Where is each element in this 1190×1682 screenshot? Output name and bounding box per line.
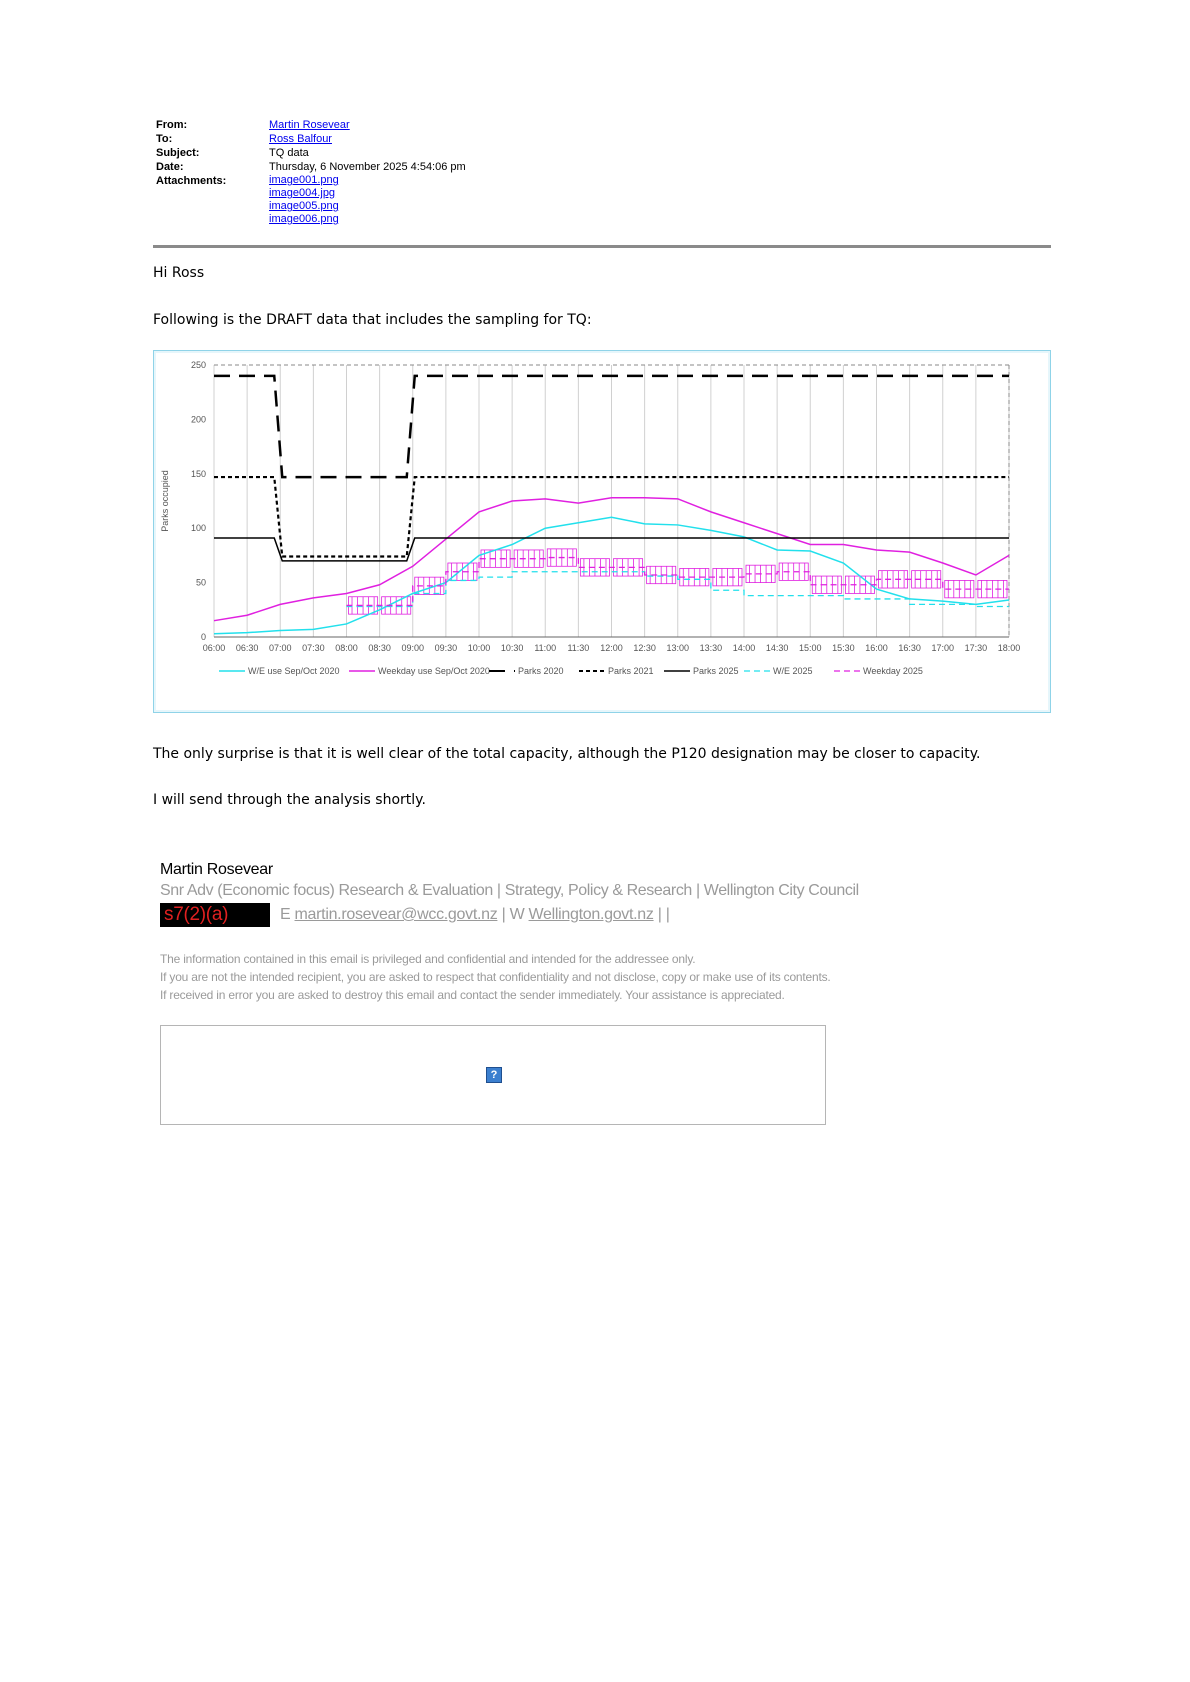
x-tick-label: 09:30 [434, 643, 458, 653]
x-tick-label: 11:00 [534, 643, 557, 653]
x-tick-label: 08:00 [335, 643, 358, 653]
x-tick-label: 15:00 [798, 643, 822, 653]
signature-contact [160, 903, 670, 927]
header-divider [153, 245, 1051, 248]
email-prefix: E [280, 906, 291, 923]
disclaimer-line: The information contained in this email is privileged and confidential and intended for the addressee only. [160, 952, 696, 966]
analysis-paragraph: I will send through the analysis shortly. [153, 792, 426, 808]
trailing-separators: | | [657, 906, 670, 923]
intro-paragraph: Following is the DRAFT data that includes the sampling for TQ: [153, 312, 592, 328]
occupancy-chart [154, 351, 1050, 712]
x-tick-label: 10:00 [467, 643, 491, 653]
to-link[interactable]: Ross Balfour [269, 133, 332, 145]
x-tick-label: 10:30 [500, 643, 524, 653]
disclaimer-line: If you are not the intended recipient, you are asked to respect that confidentiality and not disclose, copy or make use of its contents. [160, 970, 831, 984]
disclaimer [160, 950, 831, 1004]
y-tick-label: 150 [190, 468, 206, 479]
legend-label: Parks 2025 [693, 666, 739, 676]
missing-image-placeholder [160, 1025, 826, 1125]
attachments-list [269, 174, 339, 226]
x-tick-label: 06:00 [202, 643, 226, 653]
from-link[interactable]: Martin Rosevear [269, 119, 350, 131]
signature-title: Snr Adv (Economic focus) Research & Evaluation | Strategy, Policy & Research | Wellington City Council [160, 882, 859, 899]
x-tick-label: 06:30 [235, 643, 259, 653]
attachment-link[interactable]: image005.png [269, 200, 339, 212]
x-tick-label: 09:00 [401, 643, 425, 653]
occupancy-chart-frame [153, 350, 1051, 713]
legend-label: Weekday 2025 [863, 666, 923, 676]
y-axis-title: Parks occupied [160, 470, 170, 532]
y-tick-label: 100 [190, 523, 206, 534]
x-tick-label: 16:30 [898, 643, 921, 653]
y-tick-label: 200 [190, 414, 206, 425]
legend-label: W/E use Sep/Oct 2020 [248, 666, 340, 676]
x-tick-label: 14:00 [732, 643, 756, 653]
x-tick-label: 13:30 [699, 643, 723, 653]
x-tick-label: 07:30 [302, 643, 325, 653]
email-link[interactable]: martin.rosevear@wcc.govt.nz [294, 906, 498, 923]
x-tick-label: 14:30 [765, 643, 789, 653]
date-label: Date: [156, 161, 184, 173]
subject-label: Subject: [156, 147, 200, 159]
x-tick-label: 12:00 [600, 643, 623, 653]
web-prefix: | W [501, 906, 525, 923]
website-link[interactable]: Wellington.govt.nz [528, 906, 654, 923]
surprise-paragraph: The only surprise is that it is well clear of the total capacity, although the P120 designation may be closer to capacity. [153, 746, 981, 762]
disclaimer-line: If received in error you are asked to destroy this email and contact the sender immediately. Your assistance is appreciated. [160, 988, 785, 1002]
x-tick-label: 13:00 [666, 643, 690, 653]
legend-label: W/E 2025 [773, 666, 813, 676]
x-tick-label: 16:00 [865, 643, 888, 653]
attachment-link[interactable]: image004.jpg [269, 187, 336, 199]
attachment-link[interactable]: image001.png [269, 174, 339, 186]
x-tick-label: 15:30 [832, 643, 855, 653]
greeting: Hi Ross [153, 265, 205, 281]
y-tick-label: 0 [200, 632, 206, 642]
redaction-box: s7(2)(a) [160, 903, 270, 927]
x-tick-label: 07:00 [268, 643, 292, 653]
x-tick-label: 17:30 [964, 643, 988, 653]
attachment-link[interactable]: image006.png [269, 213, 339, 225]
y-tick-label: 250 [190, 360, 206, 370]
date-value: Thursday, 6 November 2025 4:54:06 pm [269, 161, 466, 173]
signature-name: Martin Rosevear [160, 861, 273, 878]
question-mark-icon: ? [486, 1067, 502, 1083]
from-label: From: [156, 119, 188, 131]
legend-label: Parks 2021 [608, 666, 654, 676]
email-header [156, 118, 466, 226]
y-tick-label: 50 [195, 577, 206, 588]
x-tick-label: 08:30 [368, 643, 391, 653]
x-tick-label: 18:00 [997, 643, 1021, 653]
subject-value: TQ data [269, 147, 309, 159]
x-tick-label: 11:30 [567, 643, 590, 653]
x-tick-label: 17:00 [931, 643, 955, 653]
x-tick-label: 12:30 [633, 643, 656, 653]
legend-label: Weekday use Sep/Oct 2020 [378, 666, 490, 676]
to-label: To: [156, 133, 173, 145]
legend-label: Parks 2020 [518, 666, 564, 676]
attachments-label: Attachments: [156, 175, 227, 187]
